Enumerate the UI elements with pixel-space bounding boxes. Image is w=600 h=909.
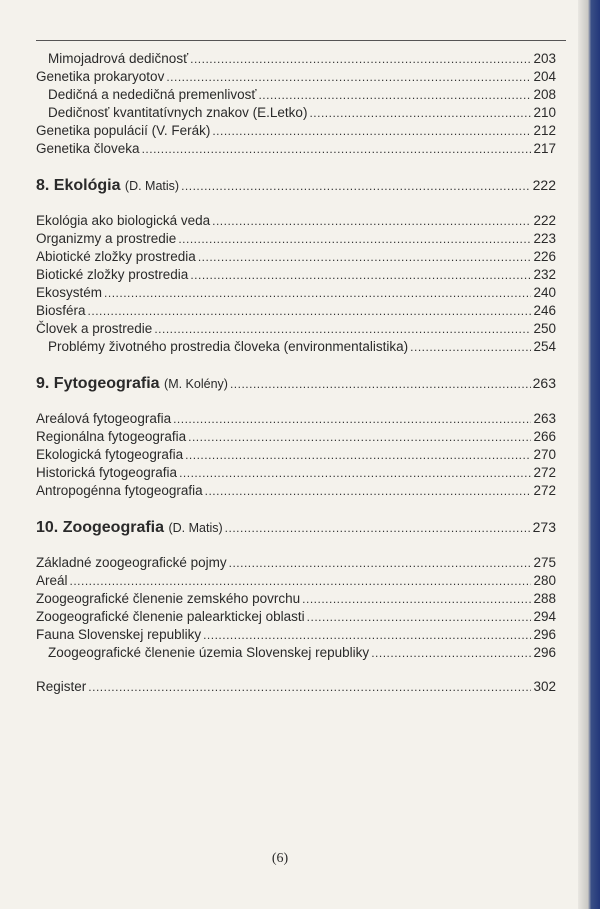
dot-leader <box>88 678 531 696</box>
toc-entry-page: 296 <box>533 645 556 660</box>
toc-entry-label: Genetika prokaryotov <box>36 69 165 84</box>
toc-entry-page: 203 <box>533 51 556 66</box>
toc-entry <box>36 284 556 302</box>
toc-entry-page: 240 <box>533 285 556 300</box>
toc-entry-page: 296 <box>533 627 556 642</box>
toc-entry <box>36 572 556 590</box>
toc-entry-page: 266 <box>533 429 556 444</box>
dot-leader <box>212 122 531 140</box>
toc-entry-page: 275 <box>533 555 556 570</box>
toc-entry <box>36 608 556 626</box>
toc-entry-page: 226 <box>533 249 556 264</box>
dot-leader <box>173 410 531 428</box>
toc-entry <box>36 302 556 320</box>
toc-entry-page: 254 <box>533 339 556 354</box>
dot-leader <box>88 302 532 320</box>
toc-entry <box>36 140 556 158</box>
toc-entry-page: 288 <box>533 591 556 606</box>
dot-leader <box>212 212 531 230</box>
toc-entry-label: Organizmy a prostredie <box>36 231 177 246</box>
register-label: Register <box>36 679 87 694</box>
toc-group-genetics <box>36 50 556 158</box>
toc-entry <box>36 68 556 86</box>
toc-entry-label: Problémy životného prostredia človeka (environmentalistika) <box>48 339 409 354</box>
toc-entry-label: Abiotické zložky prostredia <box>36 249 196 264</box>
dot-leader <box>230 373 531 395</box>
toc-entry-page: 222 <box>533 213 556 228</box>
toc-entry <box>36 122 556 140</box>
toc-entry-page: 280 <box>533 573 556 588</box>
toc-entry-label: Dedičná a nededičná premenlivosť <box>48 87 257 102</box>
chapter-9-title: 9. Fytogeografia <box>36 375 160 392</box>
toc-entry-label: Areál <box>36 573 68 588</box>
toc-entry-label: Genetika človeka <box>36 141 140 156</box>
chapter-9-page: 263 <box>532 375 556 391</box>
toc-entry-page: 210 <box>533 105 556 120</box>
chapter-10-page: 273 <box>532 519 556 535</box>
dot-leader <box>203 626 531 644</box>
dot-leader <box>188 428 531 446</box>
toc-entry-label: Fauna Slovenskej republiky <box>36 627 202 642</box>
chapter-8-author: (D. Matis) <box>124 179 180 193</box>
toc-entry <box>36 644 556 662</box>
dot-leader <box>190 266 531 284</box>
toc-entry-label: Regionálna fytogeografia <box>36 429 187 444</box>
dot-leader <box>185 446 531 464</box>
chapter-9-heading <box>36 372 556 394</box>
dot-leader <box>258 86 531 104</box>
toc-entry-page: 204 <box>533 69 556 84</box>
dot-leader <box>229 554 532 572</box>
toc-entry-label: Ekológia ako biologická veda <box>36 213 211 228</box>
toc-entry-label: Genetika populácií (V. Ferák) <box>36 123 211 138</box>
toc-group-zoogeography <box>36 554 556 662</box>
toc-entry <box>36 554 556 572</box>
toc-entry-label: Historická fytogeografia <box>36 465 178 480</box>
dot-leader <box>371 644 531 662</box>
toc-entry-label: Areálová fytogeografia <box>36 411 172 426</box>
chapter-10-title: 10. Zoogeografia <box>36 519 165 536</box>
toc-entry-page: 246 <box>533 303 556 318</box>
page-number: (6) <box>271 851 289 866</box>
toc-entry-label: Ekosystém <box>36 285 103 300</box>
toc-entry-page: 223 <box>533 231 556 246</box>
dot-leader <box>70 572 532 590</box>
toc-entry-page: 294 <box>533 609 556 624</box>
table-of-contents <box>36 50 556 696</box>
toc-entry <box>36 464 556 482</box>
toc-entry-register <box>36 678 556 696</box>
dot-leader <box>142 140 532 158</box>
toc-entry <box>36 626 556 644</box>
toc-entry-label: Človek a prostredie <box>36 321 153 336</box>
toc-entry <box>36 338 556 356</box>
chapter-10-heading <box>36 516 556 538</box>
toc-entry-label: Mimojadrová dedičnosť <box>48 51 189 66</box>
toc-entry-label: Dedičnosť kvantitatívnych znakov (E.Letko) <box>48 105 308 120</box>
toc-entry-label: Biosféra <box>36 303 86 318</box>
page-edge-binding <box>578 0 600 909</box>
dot-leader <box>309 104 531 122</box>
dot-leader <box>179 464 531 482</box>
toc-entry-label: Biotické zložky prostredia <box>36 267 189 282</box>
toc-entry-page: 217 <box>533 141 556 156</box>
toc-entry-page: 212 <box>533 123 556 138</box>
dot-leader <box>205 482 532 500</box>
toc-entry-page: 270 <box>533 447 556 462</box>
dot-leader <box>190 50 531 68</box>
toc-group-ecology <box>36 212 556 356</box>
toc-entry <box>36 86 556 104</box>
dot-leader <box>181 175 531 197</box>
toc-entry <box>36 410 556 428</box>
dot-leader <box>178 230 531 248</box>
dot-leader <box>104 284 531 302</box>
toc-entry <box>36 50 556 68</box>
dot-leader <box>410 338 531 356</box>
toc-entry <box>36 320 556 338</box>
dot-leader <box>154 320 531 338</box>
chapter-8-page: 222 <box>532 177 556 193</box>
toc-entry-page: 263 <box>533 411 556 426</box>
chapter-8-heading <box>36 174 556 196</box>
toc-entry-page: 250 <box>533 321 556 336</box>
toc-entry-label: Základné zoogeografické pojmy <box>36 555 227 570</box>
toc-entry-page: 232 <box>533 267 556 282</box>
toc-entry <box>36 212 556 230</box>
chapter-8-title: 8. Ekológia <box>36 177 121 194</box>
toc-entry <box>36 266 556 284</box>
toc-entry <box>36 230 556 248</box>
toc-entry-page: 208 <box>533 87 556 102</box>
toc-entry <box>36 446 556 464</box>
top-rule <box>36 40 566 41</box>
toc-entry-label: Zoogeografické členenie palearktickej oblasti <box>36 609 305 624</box>
register-page: 302 <box>533 679 556 694</box>
toc-entry-label: Ekologická fytogeografia <box>36 447 184 462</box>
dot-leader <box>302 590 531 608</box>
toc-entry <box>36 104 556 122</box>
dot-leader <box>307 608 532 626</box>
toc-entry-page: 272 <box>533 465 556 480</box>
toc-entry-page: 272 <box>533 483 556 498</box>
toc-entry <box>36 590 556 608</box>
toc-entry-label: Antropogénna fytogeografia <box>36 483 203 498</box>
dot-leader <box>198 248 532 266</box>
toc-entry-label: Zoogeografické členenie územia Slovenskej republiky <box>48 645 370 660</box>
dot-leader <box>166 68 531 86</box>
toc-entry <box>36 248 556 266</box>
toc-entry-label: Zoogeografické členenie zemského povrchu <box>36 591 301 606</box>
toc-entry <box>36 428 556 446</box>
chapter-10-author: (D. Matis) <box>168 521 223 535</box>
toc-group-phytogeography <box>36 410 556 500</box>
toc-entry <box>36 482 556 500</box>
dot-leader <box>225 517 531 539</box>
chapter-9-author: (M. Kolény) <box>164 377 228 391</box>
